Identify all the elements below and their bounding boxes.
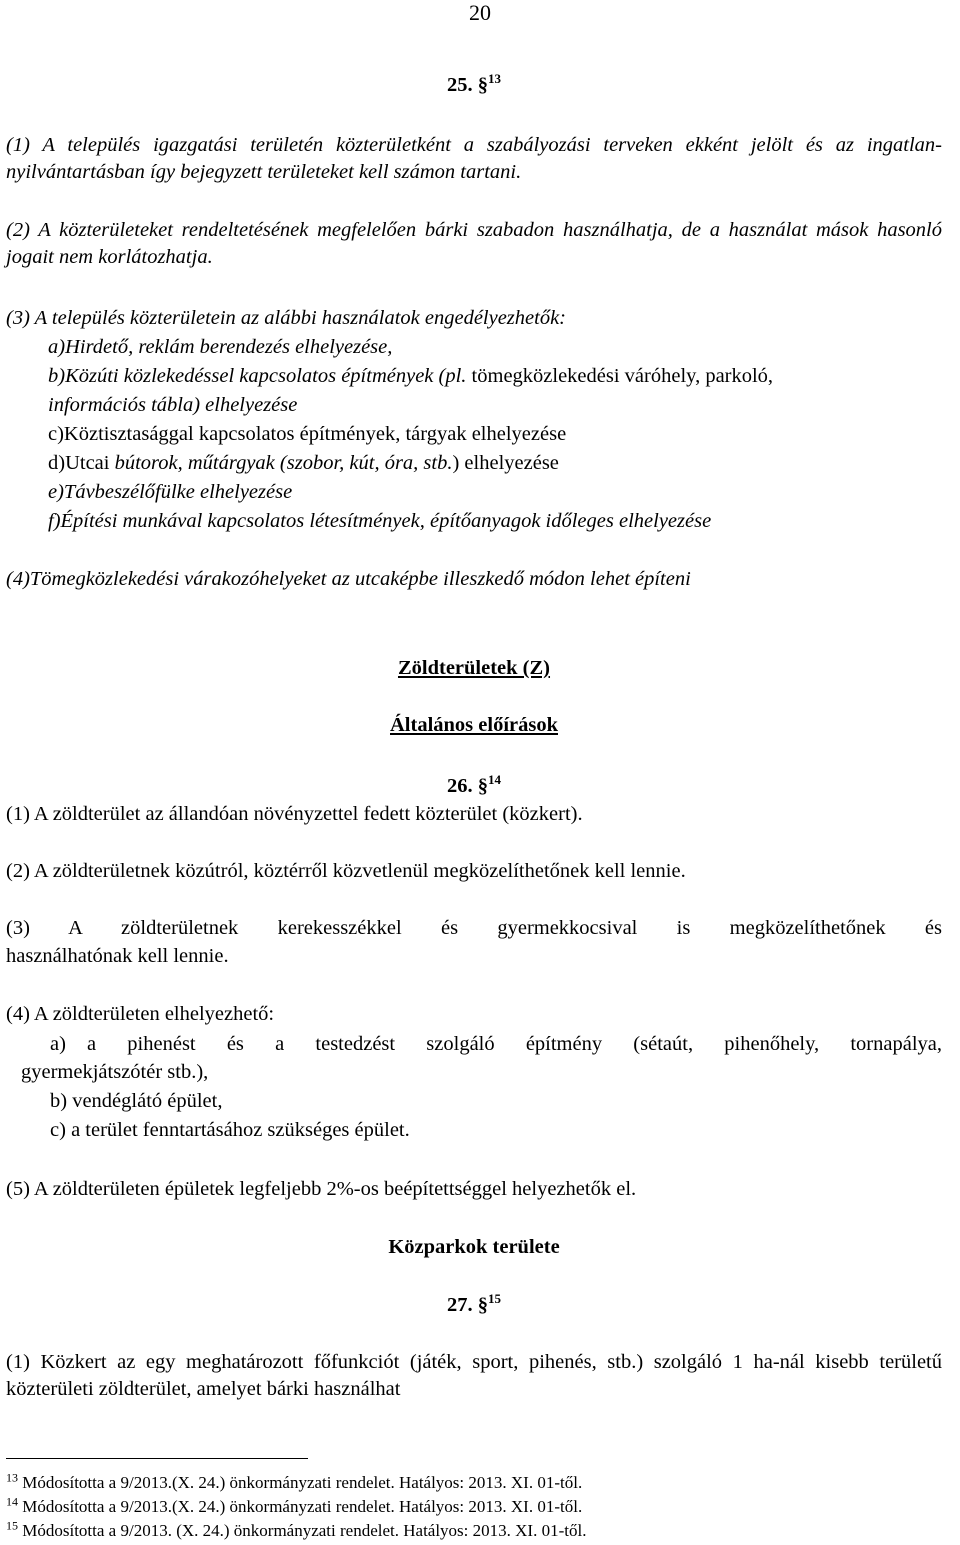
sec25-para-3-item-b-cont: információs tábla) elhelyezése bbox=[48, 394, 298, 416]
section-25-title bbox=[6, 72, 942, 99]
item-d-part-1: d)Utcai bbox=[48, 452, 110, 474]
sec25-para-4: (4)Tömegközlekedési várakozóhelyeket az utcaképbe illeszkedő módon lehet építeni bbox=[6, 568, 691, 590]
footnote-text: Módosította a 9/2013.(X. 24.) önkormányzati rendelet. Hatályos: 2013. XI. 01-től. bbox=[22, 1497, 583, 1516]
section-27-title bbox=[6, 1292, 942, 1319]
footnote-number: 15 bbox=[6, 1518, 18, 1533]
page-number: 20 bbox=[469, 0, 491, 25]
heading-kozparkok-terulete: Közparkok területe bbox=[388, 1236, 560, 1258]
sec26-para-3-line-2: használhatónak kell lennie. bbox=[6, 945, 229, 967]
section-number: 27. bbox=[447, 1294, 473, 1316]
item-a-label: a) bbox=[50, 1033, 66, 1055]
item-b-text: vendéglátó épület, bbox=[72, 1090, 223, 1112]
heading-altalanos-eloirasok: Általános előírások bbox=[390, 714, 558, 736]
heading-zoldteruletek: Zöldterületek (Z) bbox=[397, 657, 551, 679]
sec26-para-4-intro: (4) A zöldterületen elhelyezhető: bbox=[6, 1003, 275, 1025]
sec26-para-4-item-a bbox=[50, 1031, 942, 1058]
footnote-text: Módosította a 9/2013.(X. 24.) önkormányzati rendelet. Hatályos: 2013. XI. 01-től. bbox=[22, 1473, 583, 1492]
item-b-part-2: tömegközlekedési váróhely, parkoló, bbox=[471, 365, 774, 387]
sec26-para-4-item-c bbox=[50, 1117, 942, 1144]
sec25-para-1: (1) A település igazgatási területén közterületként a szabályozási terveken ekként jelölt és az ingatlan-nyilvántartásban így bejegyzett területeket kell számon tartani. bbox=[6, 134, 942, 183]
section-number: 25. bbox=[447, 74, 473, 96]
sec25-para-3-intro: (3) A település közterületein az alábbi használatok engedélyezhetők: bbox=[6, 307, 567, 329]
footnote-number: 13 bbox=[6, 1470, 18, 1485]
section-sign: § bbox=[477, 74, 488, 96]
section-sign: § bbox=[477, 1294, 488, 1316]
item-c-text: a terület fenntartásához szükséges épület. bbox=[71, 1119, 410, 1141]
sec25-para-2: (2) A közterületeket rendeltetésének megfelelően bárki szabadon használhatja, de a használat mások hasonló jogait nem korlátozhatja. bbox=[6, 219, 942, 268]
item-b-label: b) bbox=[50, 1090, 68, 1112]
item-b-part-1: b)Közúti közlekedéssel kapcsolatos építmények (pl. bbox=[48, 365, 467, 387]
footnote-ref-13[interactable]: 13 bbox=[488, 71, 501, 87]
footnote-ref-15[interactable]: 15 bbox=[488, 1291, 501, 1307]
sec25-para-3-item-c: c)Köztisztasággal kapcsolatos építmények, tárgyak elhelyezése bbox=[48, 423, 567, 445]
section-26-title bbox=[6, 773, 942, 800]
footnote-divider bbox=[6, 1458, 308, 1459]
item-d-part-3: ) elhelyezése bbox=[452, 452, 559, 474]
item-a-line-1: a pihenést és a testedzést szolgáló építmény (sétaút, pihenőhely, tornapálya, bbox=[87, 1033, 942, 1055]
sec26-para-2: (2) A zöldterületnek közútról, köztérről közvetlenül megközelíthetőnek kell lennie. bbox=[6, 860, 686, 882]
sec26-para-4-item-b bbox=[50, 1088, 942, 1115]
footnote-number: 14 bbox=[6, 1494, 18, 1509]
sec26-para-1: (1) A zöldterület az állandóan növényzettel fedett közterület (közkert). bbox=[6, 803, 583, 825]
footnote-13 bbox=[6, 1471, 942, 1495]
sec27-para-1: (1) Közkert az egy meghatározott főfunkciót (játék, sport, pihenés, stb.) szolgáló 1 ha-nál kisebb területű közterületi zöldterület, amelyet bárki használhat bbox=[6, 1351, 942, 1400]
footnote-15 bbox=[6, 1519, 942, 1543]
sec25-para-3-item-a: a)Hirdető, reklám berendezés elhelyezése, bbox=[48, 336, 393, 358]
section-sign: § bbox=[477, 775, 488, 797]
sec26-para-4-item-a-cont: gyermekjátszótér stb.), bbox=[21, 1061, 209, 1083]
sec25-para-3-item-d bbox=[6, 450, 960, 477]
sec25-para-3-item-e: e)Távbeszélőfülke elhelyezése bbox=[48, 481, 293, 503]
footnote-text: Módosította a 9/2013. (X. 24.) önkormányzati rendelet. Hatályos: 2013. XI. 01-től. bbox=[22, 1521, 587, 1540]
sec26-para-5: (5) A zöldterületen épületek legfeljebb 2%-os beépítettséggel helyezhetők el. bbox=[6, 1178, 637, 1200]
item-d-part-2: bútorok, műtárgyak (szobor, kút, óra, stb. bbox=[114, 452, 453, 474]
sec25-para-3-item-b bbox=[6, 363, 960, 390]
sec25-para-3-item-f: f)Építési munkával kapcsolatos létesítmények, építőanyagok időleges elhelyezése bbox=[48, 510, 712, 532]
section-number: 26. bbox=[447, 775, 473, 797]
footnote-ref-14[interactable]: 14 bbox=[488, 772, 501, 788]
sec26-para-3-line-1: (3) A zöldterületnek kerekesszékkel és gyermekkocsival is megközelíthetőnek és bbox=[6, 917, 942, 939]
footnote-14 bbox=[6, 1495, 942, 1519]
item-c-label: c) bbox=[50, 1119, 66, 1141]
